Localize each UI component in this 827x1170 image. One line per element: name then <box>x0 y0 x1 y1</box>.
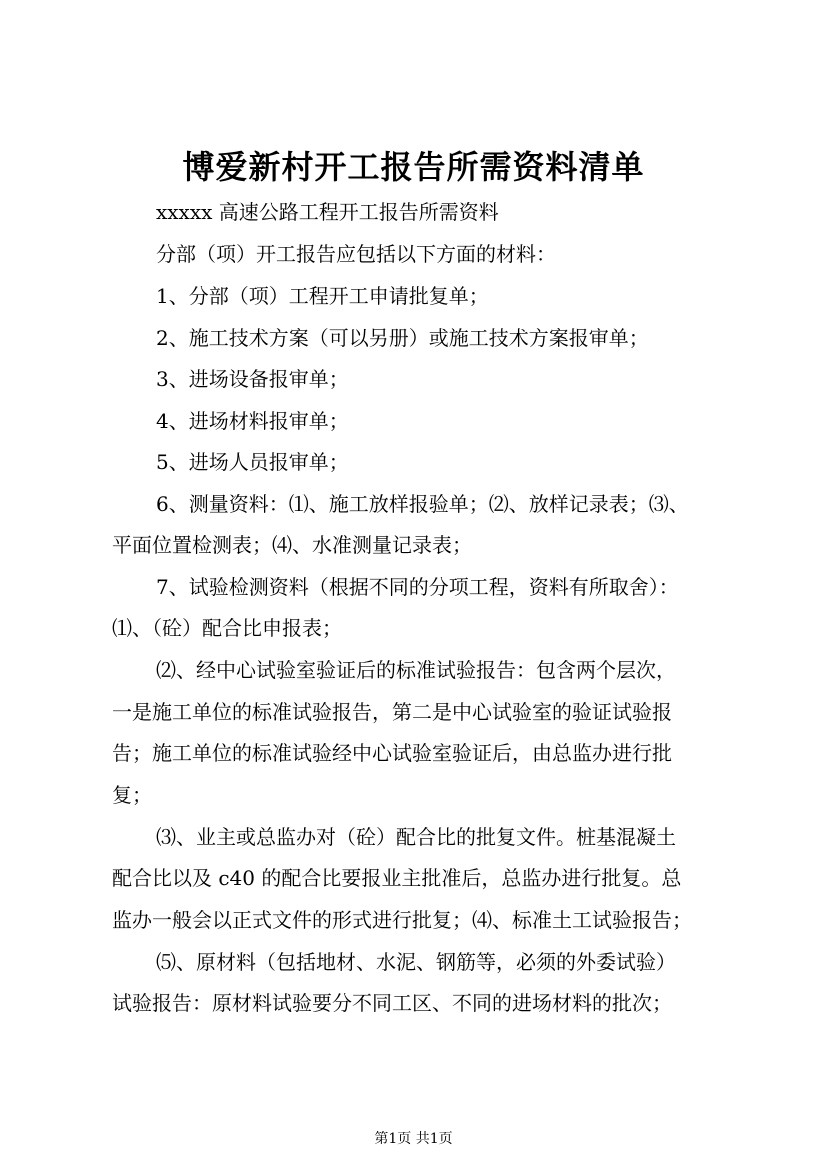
paragraph-line: ⑵、经中心试验室验证后的标准试验报告：包含两个层次， <box>156 658 676 682</box>
list-item: 2、施工技术方案（可以另册）或施工技术方案报审单； <box>156 326 649 350</box>
paragraph-line: ⑸、原材料（包括地材、水泥、钢筋等，必须的外委试验） <box>156 950 676 974</box>
list-item: 3、进场设备报审单； <box>156 367 349 391</box>
document-title: 博爱新村开工报告所需资料清单 <box>182 148 645 186</box>
paragraph-line: 配合比以及 c40 的配合比要报业主批准后，总监办进行批复。总 <box>112 866 682 890</box>
paragraph-line: 平面位置检测表；⑷、水准测量记录表； <box>112 533 472 557</box>
list-item: 4、进场材料报审单； <box>156 409 349 433</box>
list-item: 6、测量资料：⑴、施工放样报验单；⑵、放样记录表；⑶、 <box>156 492 689 516</box>
list-item: 1、分部（项）工程开工申请批复单； <box>156 284 489 308</box>
paragraph-line: ⑶、业主或总监办对（砼）配合比的批复文件。桩基混凝土 <box>156 825 676 849</box>
paragraph-line: ⑴、（砼）配合比申报表； <box>112 616 342 640</box>
paragraph-line: 告；施工单位的标准试验经中心试验室验证后，由总监办进行批 <box>112 741 672 765</box>
paragraph-line: 分部（项）开工报告应包括以下方面的材料： <box>156 242 556 266</box>
list-item: 7、试验检测资料（根据不同的分项工程，资料有所取舍）： <box>156 575 679 599</box>
paragraph-line: 复； <box>112 783 152 807</box>
list-item: 5、进场人员报审单； <box>156 450 349 474</box>
page-number-footer: 第1页 共1页 <box>374 1131 453 1147</box>
paragraph-line: 一是施工单位的标准试验报告，第二是中心试验室的验证试验报 <box>112 700 672 724</box>
paragraph-line: xxxxx 高速公路工程开工报告所需资料 <box>156 200 499 224</box>
paragraph-line: 监办一般会以正式文件的形式进行批复；⑷、标准土工试验报告； <box>112 908 692 932</box>
paragraph-line: 试验报告：原材料试验要分不同工区、不同的进场材料的批次； <box>112 991 672 1015</box>
